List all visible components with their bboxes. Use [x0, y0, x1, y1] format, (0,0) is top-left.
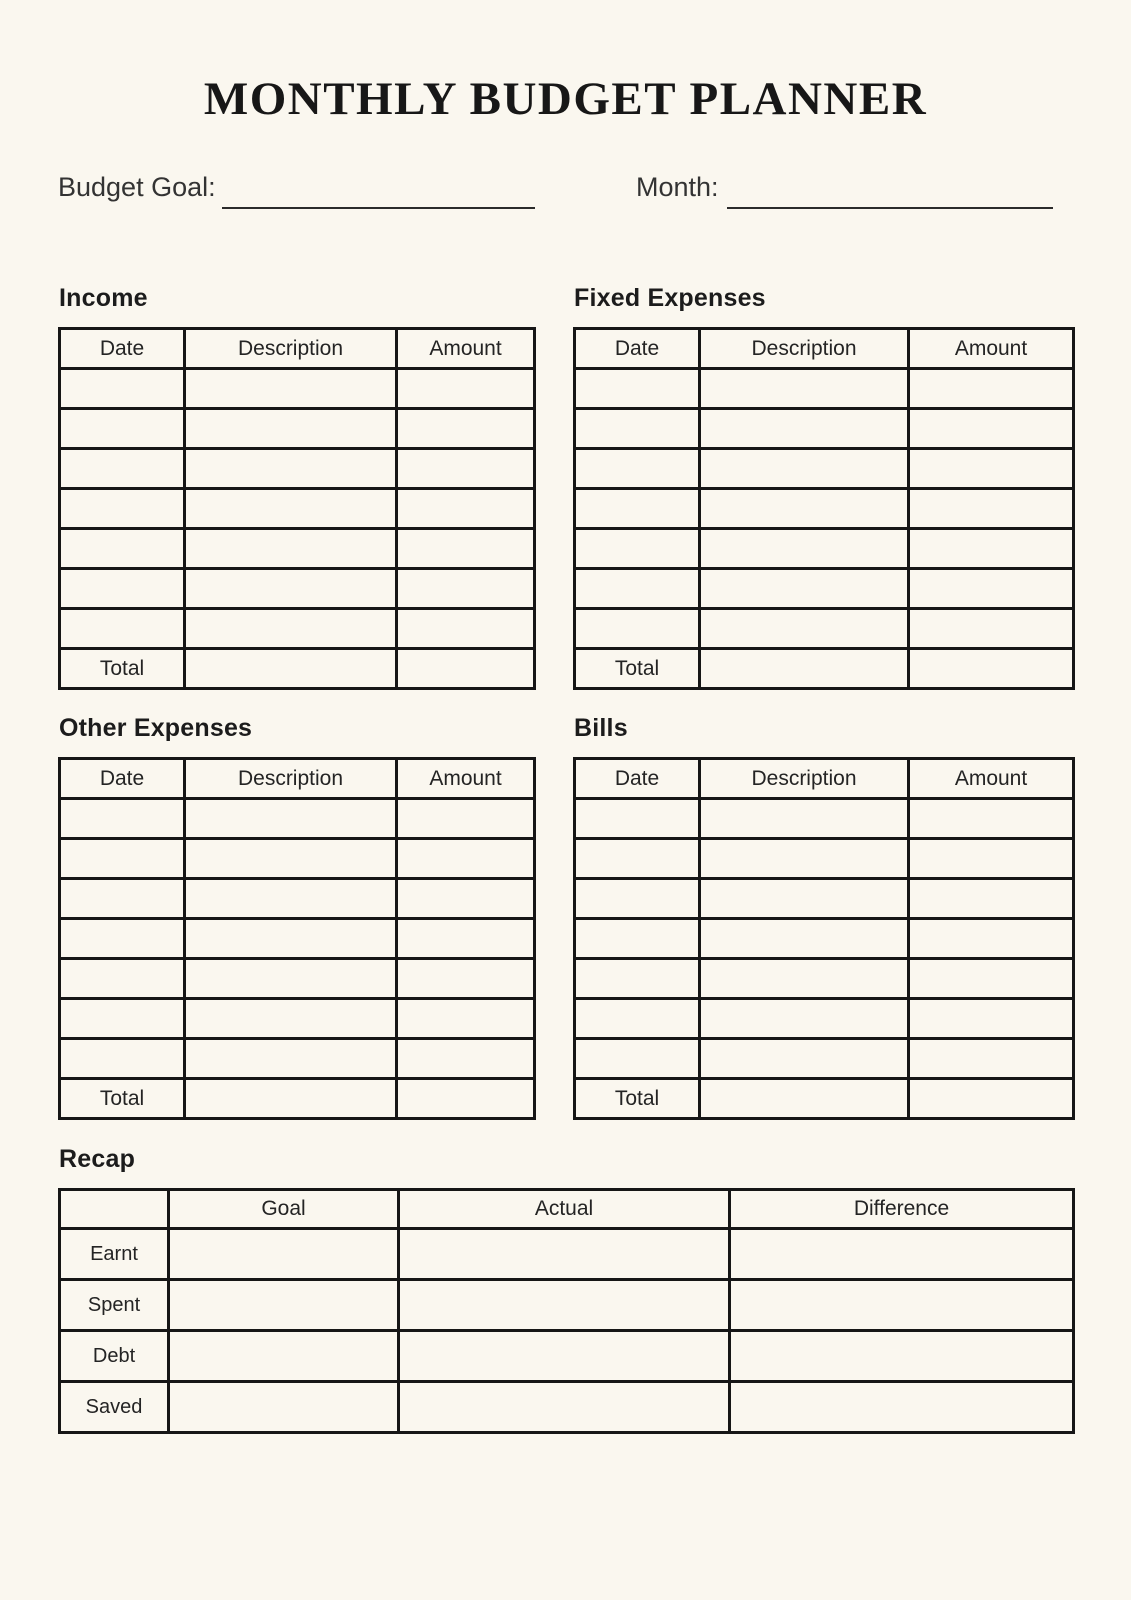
- table-row: [60, 409, 535, 449]
- empty-cell[interactable]: [575, 1039, 700, 1079]
- table-row: [60, 449, 535, 489]
- recap-row-label-earnt: Earnt: [60, 1229, 169, 1280]
- empty-cell[interactable]: [397, 1039, 535, 1079]
- column-header-date: Date: [60, 759, 185, 799]
- table-header-row: [60, 759, 535, 799]
- empty-cell[interactable]: [700, 879, 909, 919]
- recap-row-label-saved: Saved: [60, 1382, 169, 1433]
- empty-cell[interactable]: [700, 449, 909, 489]
- column-header-amount: Amount: [909, 759, 1074, 799]
- column-header-description: Description: [185, 759, 397, 799]
- recap-header-actual: Actual: [399, 1190, 730, 1229]
- empty-cell[interactable]: [399, 1280, 730, 1331]
- table-row: [60, 799, 535, 839]
- income-table: [58, 327, 536, 690]
- table-row: [575, 799, 1074, 839]
- empty-cell[interactable]: [397, 879, 535, 919]
- table-row: [60, 999, 535, 1039]
- empty-cell[interactable]: [909, 369, 1074, 409]
- empty-cell[interactable]: [169, 1382, 399, 1433]
- total-value-cell[interactable]: [185, 649, 397, 689]
- empty-cell[interactable]: [700, 529, 909, 569]
- empty-cell[interactable]: [575, 569, 700, 609]
- table-row: [60, 569, 535, 609]
- fixed-expenses-table: [573, 327, 1075, 690]
- empty-cell[interactable]: [397, 609, 535, 649]
- empty-cell[interactable]: [700, 799, 909, 839]
- recap-header-row: [60, 1190, 1074, 1229]
- table-row: [60, 839, 535, 879]
- empty-cell[interactable]: [60, 489, 185, 529]
- section-heading-income: Income: [59, 284, 148, 313]
- total-label-cell: Total: [60, 649, 185, 689]
- budget-goal-field: [58, 171, 535, 209]
- total-value-cell[interactable]: [185, 1079, 397, 1119]
- empty-cell[interactable]: [700, 999, 909, 1039]
- empty-cell[interactable]: [397, 839, 535, 879]
- empty-cell[interactable]: [185, 839, 397, 879]
- empty-cell[interactable]: [575, 999, 700, 1039]
- section-other-expenses: [58, 713, 533, 1120]
- section-bills: [573, 713, 1072, 1120]
- empty-cell[interactable]: [700, 609, 909, 649]
- empty-cell[interactable]: [575, 799, 700, 839]
- empty-cell[interactable]: [185, 609, 397, 649]
- empty-cell[interactable]: [397, 919, 535, 959]
- budget-goal-input-line[interactable]: [222, 177, 535, 209]
- empty-cell[interactable]: [730, 1229, 1074, 1280]
- total-value-cell[interactable]: [397, 649, 535, 689]
- section-income: [58, 283, 533, 690]
- empty-cell[interactable]: [185, 1039, 397, 1079]
- empty-cell[interactable]: [397, 409, 535, 449]
- empty-cell[interactable]: [909, 489, 1074, 529]
- bills-table: [573, 757, 1075, 1120]
- empty-cell[interactable]: [397, 569, 535, 609]
- table-row: [60, 959, 535, 999]
- empty-cell[interactable]: [575, 839, 700, 879]
- empty-cell[interactable]: [397, 369, 535, 409]
- total-value-cell[interactable]: [700, 1079, 909, 1119]
- month-input-line[interactable]: [727, 177, 1053, 209]
- empty-cell[interactable]: [575, 409, 700, 449]
- empty-cell[interactable]: [60, 1039, 185, 1079]
- empty-cell[interactable]: [185, 959, 397, 999]
- column-header-date: Date: [575, 329, 700, 369]
- total-value-cell[interactable]: [909, 649, 1074, 689]
- table-row: [575, 569, 1074, 609]
- empty-cell[interactable]: [575, 369, 700, 409]
- empty-cell[interactable]: [909, 879, 1074, 919]
- table-header-row: [575, 329, 1074, 369]
- total-label-cell: Total: [575, 649, 700, 689]
- tables-grid: [58, 283, 1073, 1120]
- recap-header-blank: [60, 1190, 169, 1229]
- empty-cell[interactable]: [909, 1039, 1074, 1079]
- page-title: MONTHLY BUDGET PLANNER: [203, 73, 928, 125]
- column-header-description: Description: [700, 759, 909, 799]
- total-row: [60, 1079, 535, 1119]
- total-row: [575, 649, 1074, 689]
- empty-cell[interactable]: [397, 799, 535, 839]
- empty-cell[interactable]: [169, 1331, 399, 1382]
- empty-cell[interactable]: [700, 569, 909, 609]
- total-row: [60, 649, 535, 689]
- table-row: [575, 529, 1074, 569]
- recap-row-label-spent: Spent: [60, 1280, 169, 1331]
- column-header-description: Description: [185, 329, 397, 369]
- section-heading-fixed-expenses: Fixed Expenses: [574, 284, 766, 313]
- table-row: [60, 1039, 535, 1079]
- fill-in-fields: [58, 171, 1073, 209]
- empty-cell[interactable]: [700, 959, 909, 999]
- empty-cell[interactable]: [185, 489, 397, 529]
- table-row: [575, 409, 1074, 449]
- empty-cell[interactable]: [700, 1039, 909, 1079]
- empty-cell[interactable]: [60, 919, 185, 959]
- total-value-cell[interactable]: [909, 1079, 1074, 1119]
- empty-cell[interactable]: [60, 369, 185, 409]
- table-row: [575, 959, 1074, 999]
- table-row: [60, 489, 535, 529]
- empty-cell[interactable]: [60, 839, 185, 879]
- recap-header-difference: Difference: [730, 1190, 1074, 1229]
- month-label: Month:: [636, 172, 719, 203]
- empty-cell[interactable]: [60, 449, 185, 489]
- empty-cell[interactable]: [60, 999, 185, 1039]
- empty-cell[interactable]: [575, 489, 700, 529]
- empty-cell[interactable]: [575, 879, 700, 919]
- empty-cell[interactable]: [60, 409, 185, 449]
- empty-cell[interactable]: [60, 959, 185, 999]
- empty-cell[interactable]: [399, 1382, 730, 1433]
- table-row: [575, 999, 1074, 1039]
- recap-row-saved: [60, 1382, 1074, 1433]
- empty-cell[interactable]: [909, 569, 1074, 609]
- column-header-amount: Amount: [397, 759, 535, 799]
- empty-cell[interactable]: [909, 999, 1074, 1039]
- empty-cell[interactable]: [397, 489, 535, 529]
- table-row: [60, 369, 535, 409]
- total-row: [575, 1079, 1074, 1119]
- empty-cell[interactable]: [399, 1229, 730, 1280]
- total-label-cell: Total: [60, 1079, 185, 1119]
- total-label-cell: Total: [575, 1079, 700, 1119]
- empty-cell[interactable]: [185, 409, 397, 449]
- empty-cell[interactable]: [700, 919, 909, 959]
- empty-cell[interactable]: [909, 839, 1074, 879]
- empty-cell[interactable]: [185, 569, 397, 609]
- empty-cell[interactable]: [60, 799, 185, 839]
- table-row: [575, 919, 1074, 959]
- empty-cell[interactable]: [185, 879, 397, 919]
- table-header-row: [575, 759, 1074, 799]
- empty-cell[interactable]: [909, 959, 1074, 999]
- empty-cell[interactable]: [730, 1382, 1074, 1433]
- empty-cell[interactable]: [909, 529, 1074, 569]
- empty-cell[interactable]: [700, 409, 909, 449]
- empty-cell[interactable]: [169, 1280, 399, 1331]
- recap-header-goal: Goal: [169, 1190, 399, 1229]
- empty-cell[interactable]: [909, 919, 1074, 959]
- empty-cell[interactable]: [185, 449, 397, 489]
- empty-cell[interactable]: [60, 569, 185, 609]
- empty-cell[interactable]: [909, 609, 1074, 649]
- table-row: [575, 369, 1074, 409]
- budget-goal-label: Budget Goal:: [58, 172, 216, 203]
- total-value-cell[interactable]: [700, 649, 909, 689]
- table-row: [60, 879, 535, 919]
- table-row: [575, 489, 1074, 529]
- empty-cell[interactable]: [60, 609, 185, 649]
- column-header-description: Description: [700, 329, 909, 369]
- recap-row-spent: [60, 1280, 1074, 1331]
- section-fixed-expenses: [573, 283, 1072, 690]
- empty-cell[interactable]: [185, 919, 397, 959]
- empty-cell[interactable]: [185, 529, 397, 569]
- empty-cell[interactable]: [575, 919, 700, 959]
- empty-cell[interactable]: [397, 999, 535, 1039]
- empty-cell[interactable]: [399, 1331, 730, 1382]
- table-row: [60, 529, 535, 569]
- total-value-cell[interactable]: [397, 1079, 535, 1119]
- empty-cell[interactable]: [397, 449, 535, 489]
- empty-cell[interactable]: [730, 1331, 1074, 1382]
- table-row: [575, 449, 1074, 489]
- empty-cell[interactable]: [575, 449, 700, 489]
- table-row: [575, 879, 1074, 919]
- column-header-amount: Amount: [909, 329, 1074, 369]
- empty-cell[interactable]: [185, 999, 397, 1039]
- other-expenses-table: [58, 757, 536, 1120]
- column-header-amount: Amount: [397, 329, 535, 369]
- empty-cell[interactable]: [700, 839, 909, 879]
- empty-cell[interactable]: [575, 609, 700, 649]
- column-header-date: Date: [60, 329, 185, 369]
- empty-cell[interactable]: [575, 959, 700, 999]
- empty-cell[interactable]: [397, 959, 535, 999]
- empty-cell[interactable]: [185, 369, 397, 409]
- recap-table: [58, 1188, 1075, 1434]
- empty-cell[interactable]: [730, 1280, 1074, 1331]
- empty-cell[interactable]: [909, 449, 1074, 489]
- empty-cell[interactable]: [575, 529, 700, 569]
- recap-row-earnt: [60, 1229, 1074, 1280]
- empty-cell[interactable]: [909, 409, 1074, 449]
- section-heading-other-expenses: Other Expenses: [59, 714, 253, 743]
- month-field: [636, 171, 1053, 209]
- table-header-row: [60, 329, 535, 369]
- empty-cell[interactable]: [700, 489, 909, 529]
- recap-heading: Recap: [59, 1145, 136, 1174]
- table-row: [60, 609, 535, 649]
- section-recap: [58, 1144, 1073, 1434]
- section-heading-bills: Bills: [574, 714, 628, 743]
- empty-cell[interactable]: [700, 369, 909, 409]
- table-row: [575, 1039, 1074, 1079]
- table-row: [575, 609, 1074, 649]
- empty-cell[interactable]: [185, 799, 397, 839]
- recap-row-label-debt: Debt: [60, 1331, 169, 1382]
- empty-cell[interactable]: [909, 799, 1074, 839]
- column-header-date: Date: [575, 759, 700, 799]
- empty-cell[interactable]: [169, 1229, 399, 1280]
- recap-row-debt: [60, 1331, 1074, 1382]
- table-row: [575, 839, 1074, 879]
- empty-cell[interactable]: [60, 879, 185, 919]
- empty-cell[interactable]: [397, 529, 535, 569]
- table-row: [60, 919, 535, 959]
- empty-cell[interactable]: [60, 529, 185, 569]
